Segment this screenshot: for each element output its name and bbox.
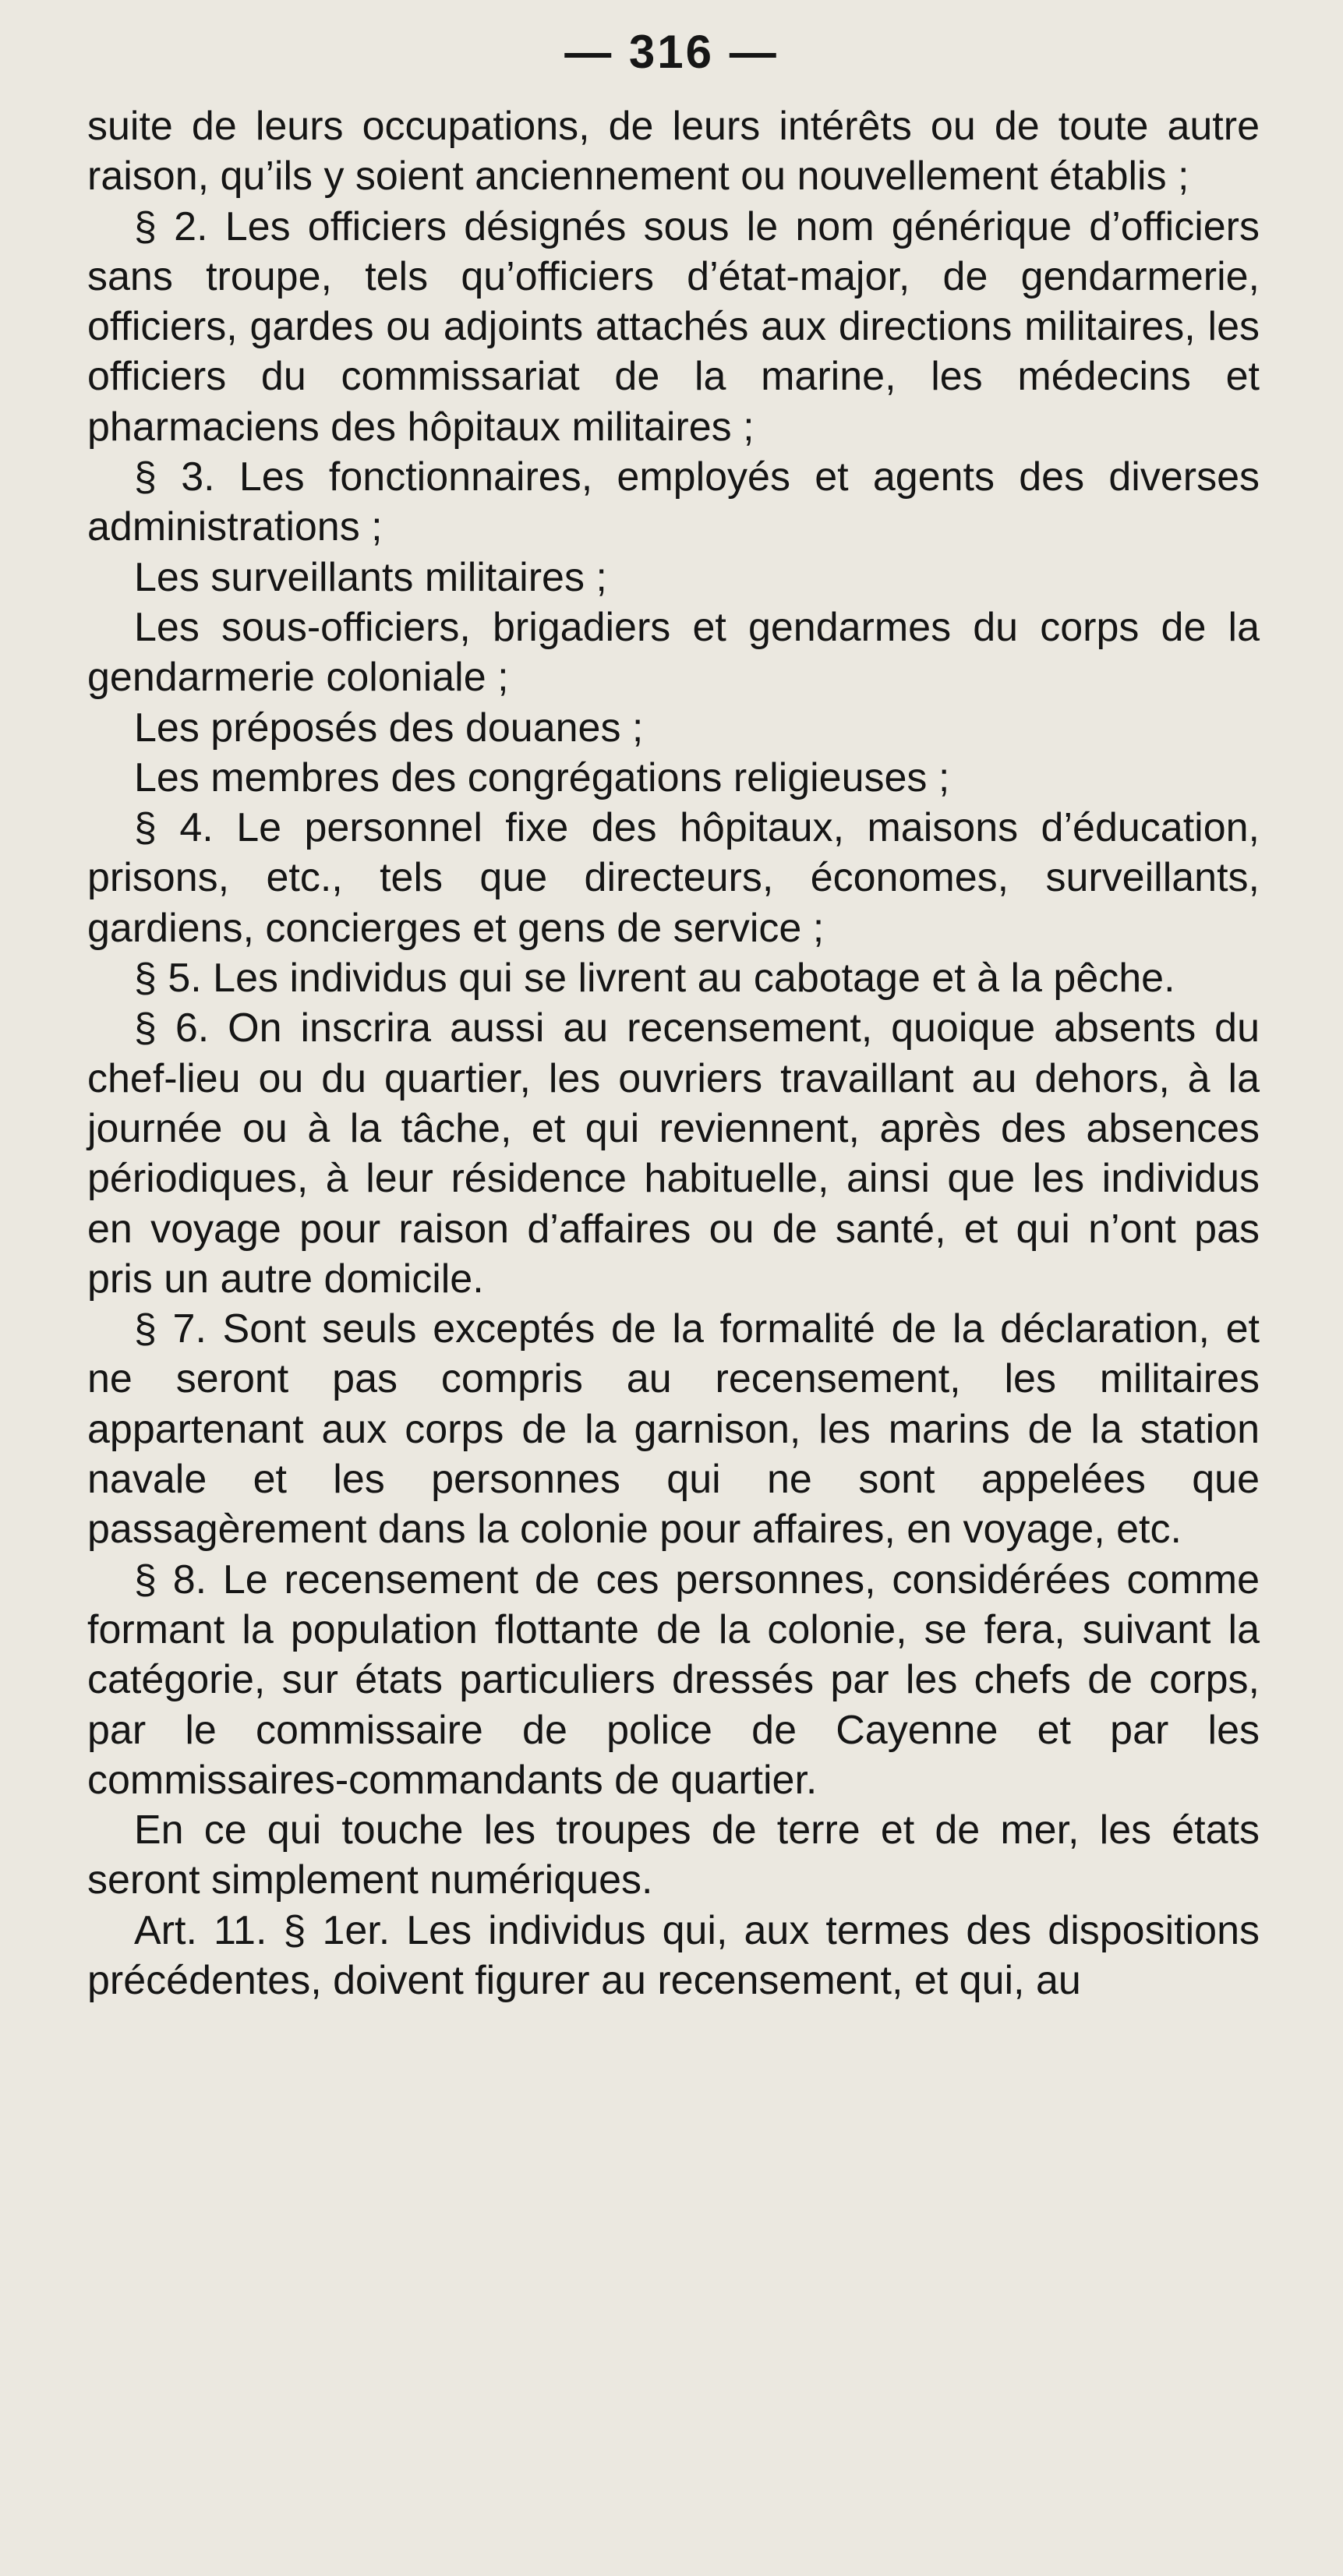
- paragraph-continuation: suite de leurs occupations, de leurs intérêts ou de toute autre raison, qu’ils y soient anciennement ou nouvellement établis ;: [87, 104, 1260, 200]
- paragraph-section-4: § 4. Le personnel fixe des hôpitaux, maisons d’éducation, prisons, etc., tels que directeurs, économes, surveillants, gardiens, concierges et gens de service ;: [87, 805, 1260, 951]
- paragraph-military-supervisors: Les surveillants militaires ;: [134, 554, 607, 600]
- paragraph-section-8: § 8. Le recensement de ces personnes, considérées comme formant la population flottante de la colonie, se fera, suivant la catégorie, sur états particuliers dressés par les chefs de corps, par le commissaire de police de Cayenne et par les commissaires-commandants de quartier.: [87, 1557, 1260, 1803]
- paragraph-section-5: § 5. Les individus qui se livrent au cabotage et à la pêche.: [134, 956, 1175, 1002]
- paragraph-troops: En ce qui touche les troupes de terre et de mer, les états seront simplement numériques.: [87, 1807, 1260, 1903]
- paragraph-section-3: § 3. Les fonctionnaires, employés et agents des diverses administrations ;: [87, 454, 1260, 550]
- paragraph-section-7: § 7. Sont seuls exceptés de la formalité de la déclaration, et ne seront pas compris au recensement, les militaires appartenant aux corps de la garnison, les marins de la station navale et les personnes qui ne sont appelées que passagèrement dans la colonie pour affaires, en voyage, etc.: [87, 1306, 1260, 1553]
- paragraph-article-11: Art. 11. § 1er. Les individus qui, aux termes des dispositions précédentes, doivent figurer au recensement, et qui, au: [87, 1907, 1260, 2003]
- paragraph-gendarmerie: Les sous-officiers, brigadiers et gendarmes du corps de la gendarmerie coloniale ;: [87, 604, 1260, 701]
- paragraph-customs: Les préposés des douanes ;: [134, 705, 644, 751]
- body-text: [87, 101, 1260, 2005]
- paragraph-section-6: § 6. On inscrira aussi au recensement, quoique absents du chef-lieu ou du quartier, les ouvriers travaillant au dehors, à la journée ou à la tâche, et qui reviennent, après des absences périodiques, à leur résidence habituelle, ainsi que les individus en voyage pour raison d’affaires ou de santé, et qui n’ont pas pris un autre domicile.: [87, 1005, 1260, 1302]
- page-number: — 316 —: [564, 26, 779, 78]
- paragraph-section-2: § 2. Les officiers désignés sous le nom générique d’officiers sans troupe, tels qu’officiers d’état-major, de gendarmerie, officiers, gardes ou adjoints attachés aux directions militaires, les officiers du commissariat de la marine, les médecins et pharmaciens des hôpitaux militaires ;: [87, 203, 1260, 450]
- paragraph-congregations: Les membres des congrégations religieuses ;: [134, 754, 950, 800]
